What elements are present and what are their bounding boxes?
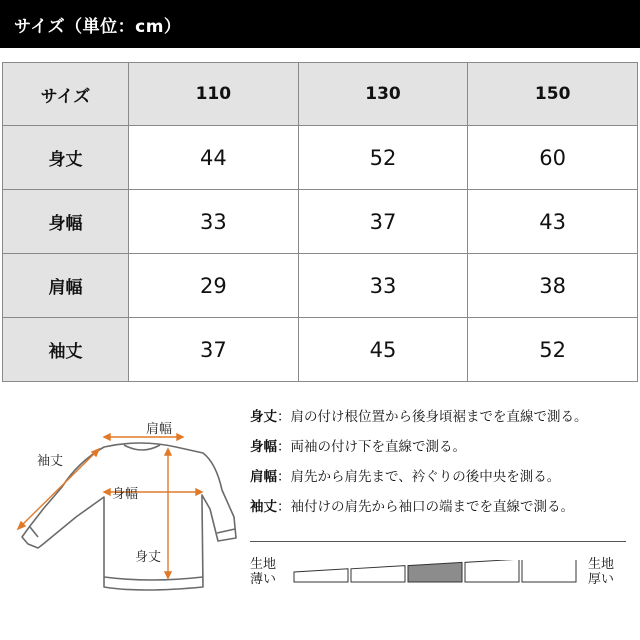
note-label: 身幅: [250, 439, 277, 455]
row-label: 身丈: [3, 126, 129, 190]
thin-label-line1: 生地: [250, 557, 277, 572]
page-header: [0, 0, 640, 48]
thickness-segment: [465, 560, 519, 582]
thick-label-line1: 生地: [588, 557, 615, 572]
note-text: 肩先から肩先まで、衿ぐりの後中央を測る。: [290, 469, 561, 485]
table-cell: 33: [298, 254, 468, 318]
table-row-body-length: [3, 126, 638, 190]
arrow-icon: [165, 449, 171, 455]
row-label: 肩幅: [3, 254, 129, 318]
table-cell: 37: [298, 190, 468, 254]
row-label: 袖丈: [3, 318, 129, 382]
size-110-header: 110: [129, 63, 299, 126]
note-body-width: [250, 435, 640, 465]
thick-label-line2: 厚い: [588, 572, 615, 587]
table-cell: 52: [468, 318, 638, 382]
table-cell: 37: [129, 318, 299, 382]
thickness-segment: [522, 560, 576, 582]
note-body-length: [250, 405, 640, 435]
thickness-segment: [294, 569, 348, 582]
body-width-label: 身幅: [112, 487, 139, 502]
note-label: 身丈: [250, 409, 277, 425]
thin-label-line2: 薄い: [250, 572, 277, 587]
thickness-segment-selected: [408, 562, 462, 582]
thin-fabric-label: [250, 557, 276, 587]
thick-fabric-label: [588, 557, 614, 587]
table-row-shoulder-width: [3, 254, 638, 318]
note-separator: ：: [277, 469, 291, 485]
table-row-sleeve-length: [3, 318, 638, 382]
note-text: 袖付けの肩先から袖口の端までを直線で測る。: [290, 499, 574, 515]
note-separator: ：: [277, 499, 291, 515]
table-cell: 29: [129, 254, 299, 318]
note-separator: ：: [277, 439, 291, 455]
row-label: 身幅: [3, 190, 129, 254]
sweatshirt-illustration: [0, 405, 245, 605]
note-separator: ：: [277, 409, 291, 425]
fabric-thickness-scale: [292, 560, 582, 590]
measurement-notes: [250, 405, 640, 525]
note-label: 肩幅: [250, 469, 277, 485]
size-130-header: 130: [298, 63, 468, 126]
table-cell: 33: [129, 190, 299, 254]
sleeve-length-label: 袖丈: [37, 454, 64, 469]
size-150-header: 150: [468, 63, 638, 126]
table-header-row: [3, 63, 638, 126]
note-sleeve-length: [250, 495, 640, 525]
table-cell: 60: [468, 126, 638, 190]
thickness-segment: [351, 566, 405, 582]
note-text: 両袖の付け下を直線で測る。: [290, 439, 466, 455]
page-title: サイズ（単位：cm）: [14, 16, 182, 37]
arrow-icon: [165, 572, 171, 578]
arrow-icon: [104, 434, 110, 440]
arrow-icon: [196, 489, 202, 495]
note-shoulder-width: [250, 465, 640, 495]
garment-diagram: [0, 405, 245, 605]
arrow-icon: [177, 434, 183, 440]
note-label: 袖丈: [250, 499, 277, 515]
table-cell: 52: [298, 126, 468, 190]
table-cell: 43: [468, 190, 638, 254]
table-row-body-width: [3, 190, 638, 254]
arrow-icon: [104, 489, 110, 495]
table-cell: 44: [129, 126, 299, 190]
shoulder-width-label: 肩幅: [146, 422, 173, 437]
section-divider: [250, 541, 626, 542]
note-text: 肩の付け根位置から後身頃裾までを直線で測る。: [290, 409, 588, 425]
table-cell: 45: [298, 318, 468, 382]
table-cell: 38: [468, 254, 638, 318]
body-length-label: 身丈: [135, 550, 162, 565]
size-header-label: サイズ: [3, 63, 129, 126]
size-table: [2, 62, 638, 382]
